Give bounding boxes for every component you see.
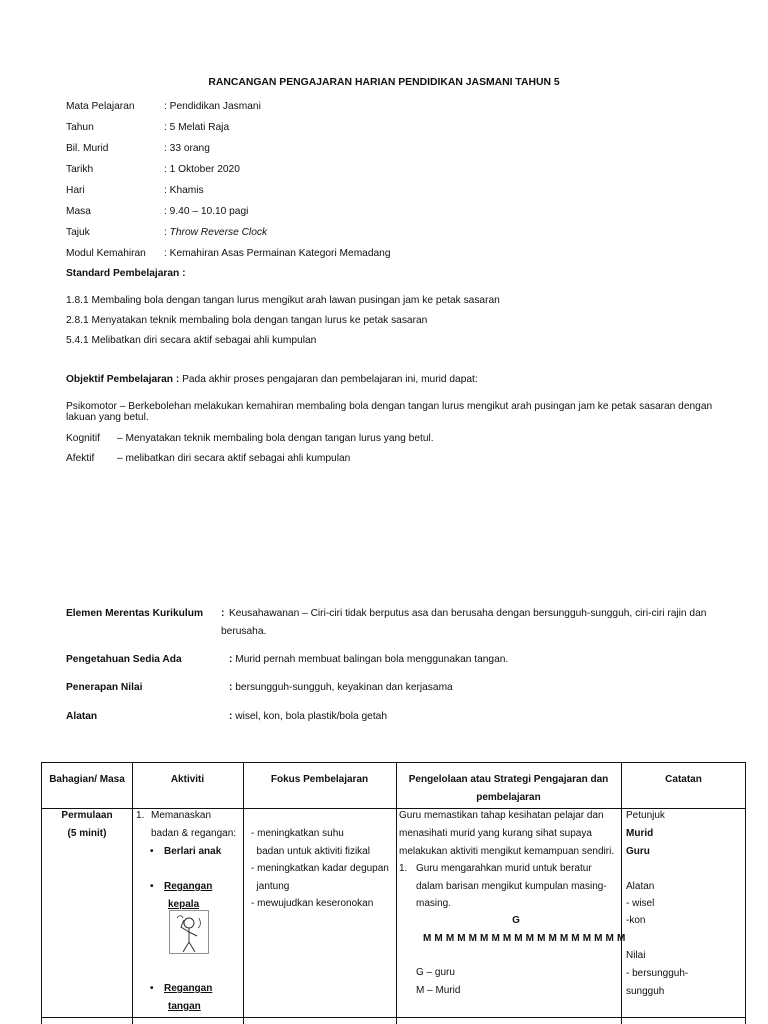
aktiviti-item: Berlari anak [164,846,222,857]
elemen-colon: : [221,608,225,619]
formation-students: M M M M M M M M M M M M M M M M M M [423,933,626,944]
info-value: : Pendidikan Jasmani [164,101,261,112]
table-border [41,762,42,1024]
catatan-item: Petunjuk [626,810,665,821]
alatan-value: : wisel, kon, bola plastik/bola getah [229,711,388,722]
nilai-label: Penerapan Nilai [66,682,143,693]
table-border [745,762,746,1024]
aktiviti-text: Memanaskan [151,810,212,821]
table-border [132,762,133,1024]
elemen-line: Keusahawanan – Ciri-ciri tidak berputus asa dan berusaha dengan bersungguh-sungguh, ciri-ciri rajin dan [229,608,707,619]
table-header: Bahagian/ Masa [49,774,125,785]
fokus-item: - mewujudkan keseronokan [251,898,374,909]
pengelolaan-text: dalam barisan mengikut kumpulan masing- [416,881,607,892]
info-value: : 9.40 – 10.10 pagi [164,206,249,217]
table-header: Aktiviti [170,774,205,785]
pengelolaan-text: menasihati murid yang kurang sihat supaya [399,828,592,839]
aktiviti-item: kepala [168,899,200,910]
pengetahuan-label: Pengetahuan Sedia Ada [66,654,182,665]
formation-teacher: G [512,915,520,926]
info-label: Tajuk [66,227,90,238]
catatan-item: - wisel [626,898,655,909]
alatan-label: Alatan [66,711,98,722]
pengetahuan-value: : Murid pernah membuat balingan bola menggunakan tangan. [229,654,509,665]
table-header: Fokus Pembelajaran [270,774,369,785]
standard-heading: Standard Pembelajaran : [66,268,186,279]
objektif-intro: Pada akhir proses pengajaran dan pembelajaran ini, murid dapat: [179,374,478,385]
info-label: Tahun [66,122,94,133]
table-header: Catatan [665,774,702,785]
table-border [41,1017,746,1018]
objektif-heading: Objektif Pembelajaran : [66,374,180,385]
nilai-value: : bersungguh-sungguh, keyakinan dan kerjasama [229,682,453,693]
fokus-item: - meningkatkan kadar degupan [251,863,389,874]
fokus-item: jantung [251,881,290,892]
catatan-item: Murid [626,828,654,839]
table-border [41,762,746,763]
stretch-figure-icon [169,910,209,954]
pengelolaan-text: melakukan aktiviti mengikut kemampuan sendiri. [399,846,615,857]
info-label: Masa [66,206,91,217]
bahagian-label: Permulaan [61,810,113,821]
info-value: : Khamis [164,185,204,196]
aktiviti-num: 1. [136,810,145,821]
elemen-label: Elemen Merentas Kurikulum [66,608,204,619]
info-value: : 33 orang [164,143,210,154]
table-border [621,762,622,1024]
info-value: : 5 Melati Raja [164,122,230,133]
info-value: : Kemahiran Asas Permainan Kategori Memadang [164,248,391,259]
info-label: Tarikh [66,164,94,175]
info-label: Mata Pelajaran [66,101,135,112]
aktiviti-bullet: • Regangan [150,881,213,892]
info-value: : Throw Reverse Clock [164,227,268,238]
aktiviti-item: Regangan [164,881,213,892]
info-label: Hari [66,185,85,196]
page-title: RANCANGAN PENGAJARAN HARIAN PENDIDIKAN JASMANI TAHUN 5 [208,77,560,88]
kognitif-text: – Menyatakan teknik membaling bola dengan tangan lurus yang betul. [117,433,434,444]
aktiviti-bullet: • Berlari anak [150,846,222,857]
standard-item: 5.4.1 Melibatkan diri secara aktif sebagai ahli kumpulan [66,335,317,346]
catatan-item: Nilai [626,950,646,961]
fokus-item: - meningkatkan suhu [251,828,344,839]
kognitif-label: Kognitif [66,433,100,444]
aktiviti-bullet: • Regangan [150,983,213,994]
psikomotor-line: lakuan yang betul. [66,412,149,423]
table-header: pembelajaran [476,792,541,803]
pengelolaan-text: Guru mengarahkan murid untuk beratur [416,863,592,874]
catatan-item: -kon [626,915,646,926]
pengelolaan-num: 1. [399,863,408,874]
formation-key: G – guru [416,967,455,978]
info-value: : 1 Oktober 2020 [164,164,240,175]
info-label: Modul Kemahiran [66,248,146,259]
standard-item: 1.8.1 Membaling bola dengan tangan lurus mengikut arah lawan pusingan jam ke petak sasaran [66,295,500,306]
formation-key: M – Murid [416,985,461,996]
aktiviti-item: Regangan [164,983,213,994]
catatan-item: Alatan [626,881,655,892]
bahagian-time: (5 minit) [67,828,107,839]
aktiviti-item: tangan [168,1001,201,1012]
pengelolaan-text: Guru memastikan tahap kesihatan pelajar dan [399,810,604,821]
standard-item: 2.8.1 Menyatakan teknik membaling bola dengan tangan lurus ke petak sasaran [66,315,428,326]
tajuk-value: Throw Reverse Clock [169,227,268,238]
info-label: Bil. Murid [66,143,109,154]
fokus-item: badan untuk aktiviti fizikal [251,846,370,857]
table-border [243,762,244,1024]
catatan-item: Guru [626,846,650,857]
afektif-text: – melibatkan diri secara aktif sebagai ahli kumpulan [117,453,351,464]
table-header: Pengelolaan atau Strategi Pengajaran dan [408,774,609,785]
afektif-label: Afektif [66,453,95,464]
pengelolaan-text: masing. [416,898,452,909]
catatan-item: sungguh [626,986,665,997]
objektif-line [66,374,478,385]
elemen-line: berusaha. [221,626,267,637]
aktiviti-text: badan & regangan: [151,828,237,839]
catatan-item: - bersungguh- [626,968,689,979]
psikomotor-line: Psikomotor – Berkebolehan melakukan kemahiran membaling bola dengan tangan lurus mengikut arah pusingan jam ke petak sasaran dengan [66,401,713,412]
